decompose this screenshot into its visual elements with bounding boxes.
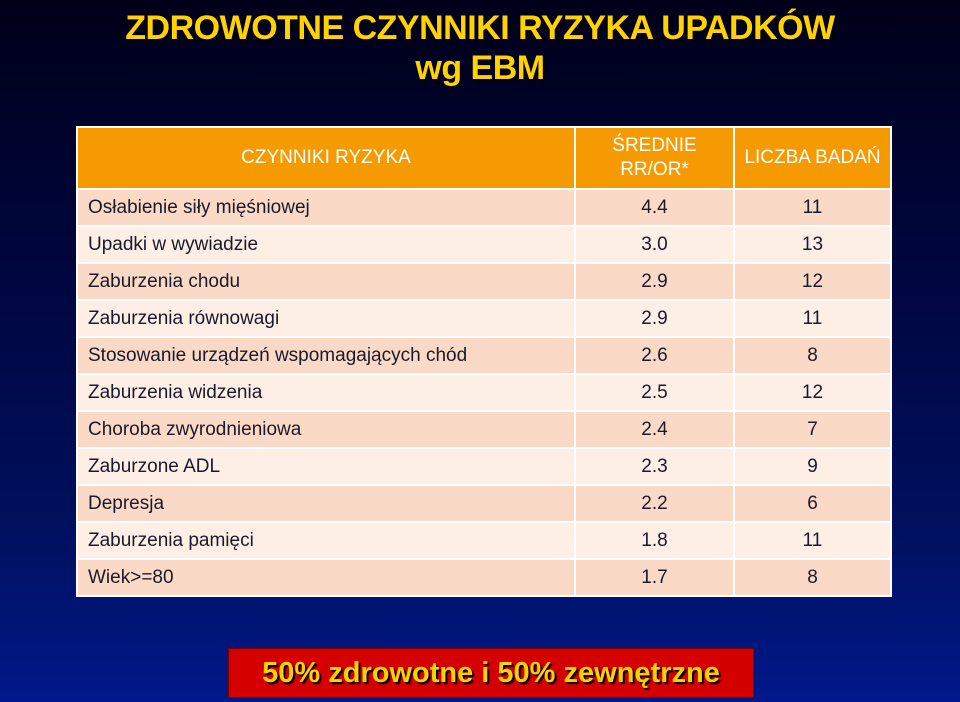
risk-factor-name: Zaburzenia widzenia: [77, 374, 575, 411]
study-count: 11: [734, 522, 891, 559]
summary-banner: 50% zdrowotne i 50% zewnętrzne: [228, 648, 754, 698]
risk-factor-name: Choroba zwyrodnieniowa: [77, 411, 575, 448]
study-count: 7: [734, 411, 891, 448]
table-row: [77, 485, 891, 522]
rr-value: 2.9: [575, 263, 734, 300]
risk-factor-name: Wiek>=80: [77, 559, 575, 596]
risk-factor-name: Zaburzenia pamięci: [77, 522, 575, 559]
risk-factor-name: Depresja: [77, 485, 575, 522]
study-count: 12: [734, 374, 891, 411]
table-row: [77, 263, 891, 300]
rr-value: 4.4: [575, 189, 734, 226]
rr-value: 2.9: [575, 300, 734, 337]
study-count: 11: [734, 300, 891, 337]
table-row: [77, 300, 891, 337]
rr-value: 2.6: [575, 337, 734, 374]
study-count: 6: [734, 485, 891, 522]
rr-value: 3.0: [575, 226, 734, 263]
header-mean-rr-or: ŚREDNIE RR/OR*: [575, 127, 734, 189]
risk-factor-name: Zaburzone ADL: [77, 448, 575, 485]
table-row: [77, 226, 891, 263]
study-count: 8: [734, 337, 891, 374]
table-row: [77, 448, 891, 485]
table-row: [77, 522, 891, 559]
risk-factor-name: Osłabienie siły mięśniowej: [77, 189, 575, 226]
study-count: 11: [734, 189, 891, 226]
risk-factor-name: Zaburzenia chodu: [77, 263, 575, 300]
rr-value: 2.3: [575, 448, 734, 485]
rr-value: 1.8: [575, 522, 734, 559]
rr-value: 2.4: [575, 411, 734, 448]
header-study-count: LICZBA BADAŃ: [734, 127, 891, 189]
rr-value: 2.5: [575, 374, 734, 411]
table-row: [77, 374, 891, 411]
header-risk-factors: CZYNNIKI RYZYKA: [77, 127, 575, 189]
rr-value: 2.2: [575, 485, 734, 522]
study-count: 12: [734, 263, 891, 300]
table-row: [77, 559, 891, 596]
table-row: [77, 189, 891, 226]
table-row: [77, 411, 891, 448]
slide-title: [0, 8, 960, 88]
study-count: 8: [734, 559, 891, 596]
risk-factor-name: Zaburzenia równowagi: [77, 300, 575, 337]
risk-factor-name: Upadki w wywiadzie: [77, 226, 575, 263]
table-row: [77, 337, 891, 374]
risk-factors-table: [76, 126, 892, 597]
slide-title-line2: wg EBM: [415, 49, 545, 87]
slide-title-line1: ZDROWOTNE CZYNNIKI RYZYKA UPADKÓW: [125, 9, 835, 47]
table-header-row: [77, 127, 891, 189]
risk-factor-name: Stosowanie urządzeń wspomagających chód: [77, 337, 575, 374]
study-count: 13: [734, 226, 891, 263]
study-count: 9: [734, 448, 891, 485]
rr-value: 1.7: [575, 559, 734, 596]
